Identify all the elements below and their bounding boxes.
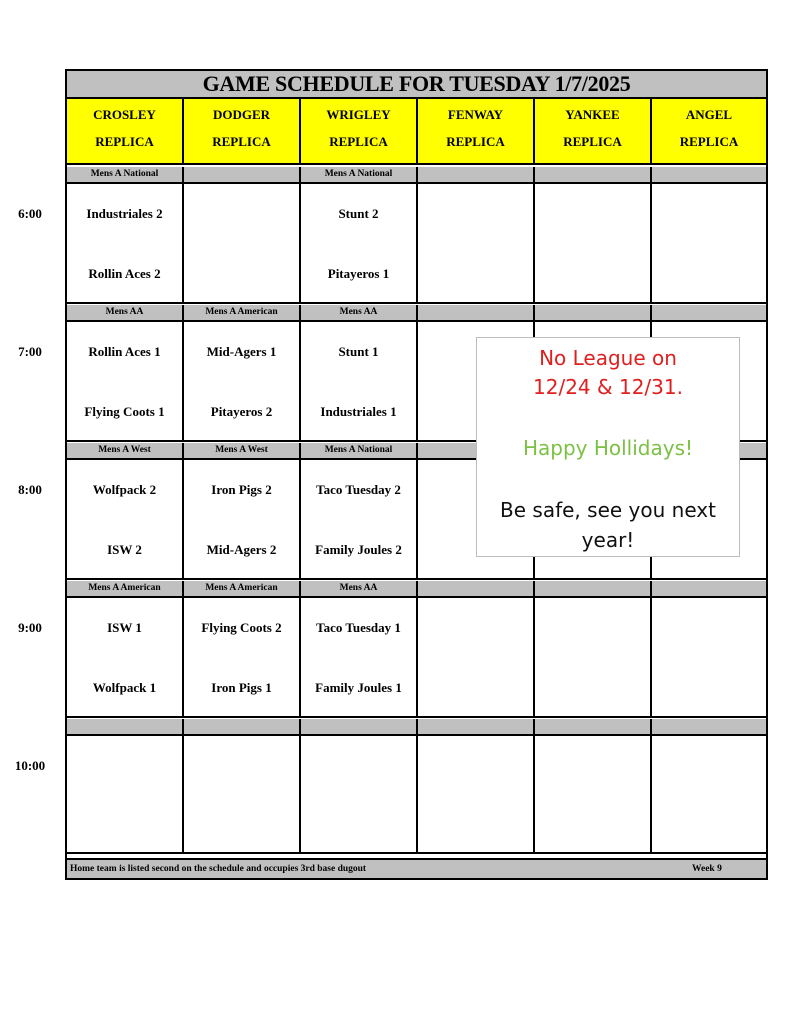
game-cell bbox=[67, 734, 184, 854]
away-team: Mid-Agers 1 bbox=[206, 344, 277, 359]
league-label bbox=[652, 719, 766, 735]
league-label: Mens A National bbox=[301, 167, 418, 183]
game-cell bbox=[535, 182, 652, 304]
league-label bbox=[418, 719, 535, 735]
league-label: Mens A American bbox=[184, 305, 301, 321]
notice-line: Be safe, see you next bbox=[500, 498, 716, 522]
league-label bbox=[652, 305, 766, 321]
league-label: Mens AA bbox=[301, 581, 418, 597]
field-header-yankee bbox=[535, 99, 652, 165]
notice-line: 12/24 & 12/31. bbox=[533, 375, 683, 399]
field-header-dodger bbox=[184, 99, 301, 165]
league-label bbox=[418, 305, 535, 321]
field-name: YANKEE bbox=[565, 107, 620, 122]
game-cell bbox=[67, 320, 184, 442]
notice-line: No League on bbox=[539, 346, 677, 370]
league-label bbox=[535, 719, 652, 735]
game-cell bbox=[652, 734, 766, 854]
away-team: Industriales 2 bbox=[86, 206, 163, 221]
game-cell bbox=[652, 596, 766, 718]
game-cell bbox=[184, 320, 301, 442]
home-team: Pitayeros 2 bbox=[210, 404, 273, 419]
game-cell bbox=[184, 596, 301, 718]
week-label: Week 9 bbox=[692, 864, 722, 874]
game-cell bbox=[301, 320, 418, 442]
home-team: Flying Coots 1 bbox=[84, 404, 165, 419]
time-label: 10:00 bbox=[14, 758, 46, 773]
league-label: Mens A West bbox=[67, 443, 184, 459]
game-cell bbox=[184, 182, 301, 304]
field-name: DODGER bbox=[212, 107, 271, 122]
game-cell bbox=[418, 734, 535, 854]
time-label: 6:00 bbox=[18, 206, 42, 221]
game-cell bbox=[535, 596, 652, 718]
footer-note: Home team is listed second on the schedule and occupies 3rd base dugout bbox=[70, 864, 367, 874]
league-label bbox=[535, 305, 652, 321]
league-label bbox=[184, 719, 301, 735]
field-name: CROSLEY bbox=[93, 107, 156, 122]
league-label: Mens A West bbox=[184, 443, 301, 459]
field-header-angel bbox=[652, 99, 766, 165]
away-team: Iron Pigs 2 bbox=[211, 482, 272, 497]
game-cell bbox=[301, 734, 418, 854]
notice-line: year! bbox=[581, 528, 635, 552]
field-type: REPLICA bbox=[563, 134, 622, 149]
game-cell bbox=[418, 182, 535, 304]
time-label: 8:00 bbox=[18, 482, 42, 497]
league-label bbox=[184, 167, 301, 183]
away-team: Flying Coots 2 bbox=[201, 620, 282, 635]
field-header-fenway bbox=[418, 99, 535, 165]
game-cell bbox=[67, 182, 184, 304]
league-label bbox=[652, 581, 766, 597]
away-team: Taco Tuesday 2 bbox=[316, 482, 401, 497]
home-team: Mid-Agers 2 bbox=[206, 542, 277, 557]
league-label: Mens A American bbox=[184, 581, 301, 597]
away-team: Rollin Aces 1 bbox=[88, 344, 161, 359]
league-label bbox=[67, 719, 184, 735]
field-name: WRIGLEY bbox=[326, 107, 391, 122]
game-cell bbox=[301, 596, 418, 718]
league-label: Mens A American bbox=[67, 581, 184, 597]
schedule-footer bbox=[67, 858, 766, 878]
field-type: REPLICA bbox=[95, 134, 154, 149]
game-cell bbox=[301, 182, 418, 304]
league-label: Mens AA bbox=[67, 305, 184, 321]
notice-greeting: Happy Hollidays! bbox=[522, 436, 694, 460]
league-label bbox=[652, 167, 766, 183]
time-label: 9:00 bbox=[18, 620, 42, 635]
game-cell bbox=[652, 182, 766, 304]
game-cell bbox=[67, 596, 184, 718]
league-label bbox=[418, 581, 535, 597]
home-team: Industriales 1 bbox=[320, 404, 397, 419]
league-label bbox=[418, 167, 535, 183]
league-label: Mens A National bbox=[301, 443, 418, 459]
away-team: ISW 1 bbox=[107, 620, 142, 635]
game-cell bbox=[184, 458, 301, 580]
league-label: Mens A National bbox=[67, 167, 184, 183]
league-label bbox=[535, 167, 652, 183]
time-label: 7:00 bbox=[18, 344, 42, 359]
home-team: Family Joules 2 bbox=[315, 542, 402, 557]
game-cell bbox=[67, 458, 184, 580]
away-team: Stunt 2 bbox=[338, 206, 379, 221]
game-cell bbox=[184, 734, 301, 854]
league-label bbox=[535, 581, 652, 597]
league-label bbox=[301, 719, 418, 735]
game-cell bbox=[301, 458, 418, 580]
home-team: Wolfpack 1 bbox=[92, 680, 157, 695]
field-type: REPLICA bbox=[446, 134, 505, 149]
holiday-notice bbox=[476, 337, 740, 557]
home-team: Pitayeros 1 bbox=[327, 266, 390, 281]
home-team: Rollin Aces 2 bbox=[88, 266, 161, 281]
schedule-title: GAME SCHEDULE FOR TUESDAY 1/7/2025 bbox=[67, 71, 766, 99]
away-team: Wolfpack 2 bbox=[92, 482, 157, 497]
away-team: Stunt 1 bbox=[338, 344, 379, 359]
field-name: ANGEL bbox=[685, 107, 733, 122]
league-label: Mens AA bbox=[301, 305, 418, 321]
field-header-wrigley bbox=[301, 99, 418, 165]
away-team: Taco Tuesday 1 bbox=[316, 620, 401, 635]
home-team: Iron Pigs 1 bbox=[211, 680, 272, 695]
home-team: Family Joules 1 bbox=[315, 680, 402, 695]
game-cell bbox=[418, 596, 535, 718]
game-cell bbox=[535, 734, 652, 854]
home-team: ISW 2 bbox=[107, 542, 142, 557]
field-name: FENWAY bbox=[447, 107, 504, 122]
field-type: REPLICA bbox=[212, 134, 271, 149]
field-type: REPLICA bbox=[329, 134, 388, 149]
field-header-crosley bbox=[67, 99, 184, 165]
field-type: REPLICA bbox=[679, 134, 739, 149]
